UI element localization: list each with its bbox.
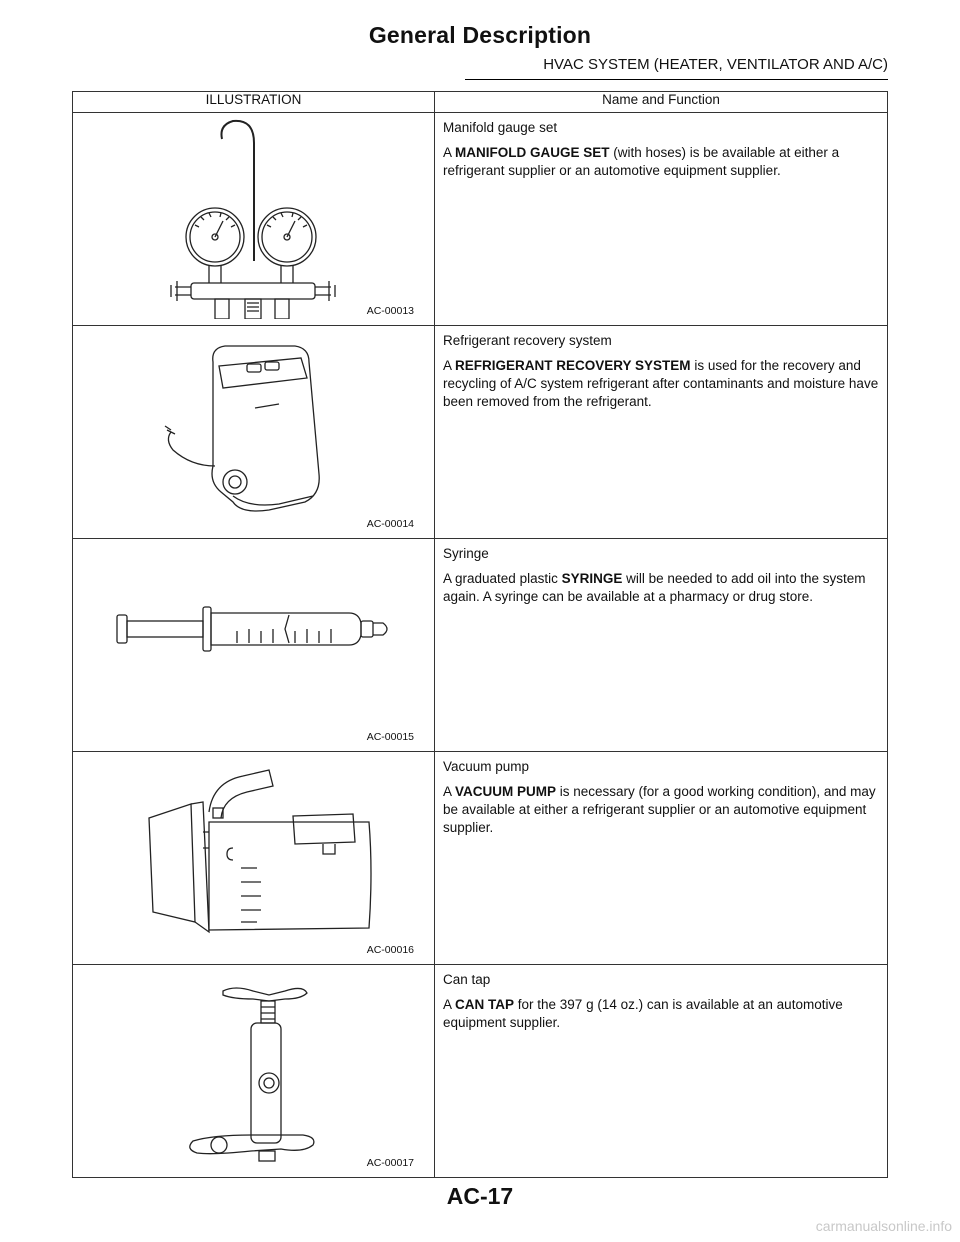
description-cell — [435, 539, 888, 752]
watermark-link[interactable]: carmanualsonline.info — [815, 1218, 952, 1234]
item-name: Vacuum pump — [443, 759, 530, 774]
illustration-cell — [73, 965, 435, 1178]
column-header-illustration: ILLUSTRATION — [73, 92, 435, 113]
item-description: A REFRIGERANT RECOVERY SYSTEM is used for the recovery and recycling of A/C system refrigerant after contaminants and moisture have been removed from the refrigerant. — [443, 358, 879, 409]
item-keyword: SYRINGE — [561, 571, 623, 586]
table-row — [73, 752, 888, 965]
illustration-cell — [73, 539, 435, 752]
table-row — [73, 539, 888, 752]
item-name: Syringe — [443, 546, 489, 561]
item-description: A VACUUM PUMP is necessary (for a good working condition), and may be available at either a refrigerant supplier or an automotive equipment supplier. — [443, 784, 876, 835]
figure-code: AC-00017 — [366, 1157, 414, 1169]
item-description: A CAN TAP for the 397 g (14 oz.) can is available at an automotive equipment supplier. — [443, 997, 843, 1030]
item-description: A graduated plastic SYRINGE will be needed to add oil into the system again. A syringe can be available at a pharmacy or drug store. — [443, 571, 866, 604]
manifold-gauge-set-icon — [73, 113, 435, 319]
item-keyword: REFRIGERANT RECOVERY SYSTEM — [455, 358, 691, 373]
item-keyword: VACUUM PUMP — [455, 784, 557, 799]
figure-code: AC-00015 — [366, 731, 414, 743]
description-cell — [435, 965, 888, 1178]
item-name: Manifold gauge set — [443, 120, 558, 135]
item-name: Refrigerant recovery system — [443, 333, 612, 348]
page-number: AC-17 — [446, 1183, 514, 1209]
illustration-cell — [73, 113, 435, 326]
illustration-cell — [73, 326, 435, 539]
table-row — [73, 326, 888, 539]
table-header-row — [73, 92, 888, 113]
item-keyword: MANIFOLD GAUGE SET — [455, 145, 610, 160]
table-row — [73, 965, 888, 1178]
can-tap-icon — [73, 965, 435, 1171]
vacuum-pump-icon — [73, 752, 435, 958]
figure-code: AC-00014 — [366, 518, 414, 530]
syringe-icon — [73, 539, 435, 745]
item-name: Can tap — [443, 972, 491, 987]
table-row — [73, 113, 888, 326]
description-cell — [435, 752, 888, 965]
illustration-cell — [73, 752, 435, 965]
item-keyword: CAN TAP — [455, 997, 515, 1012]
section-subtitle: HVAC SYSTEM (HEATER, VENTILATOR AND A/C) — [543, 56, 888, 73]
column-header-name-function: Name and Function — [435, 92, 888, 113]
item-description: A MANIFOLD GAUGE SET (with hoses) is be available at either a refrigerant supplier or an automotive equipment supplier. — [443, 145, 840, 178]
figure-code: AC-00013 — [366, 305, 414, 317]
figure-code: AC-00016 — [366, 944, 414, 956]
description-cell — [435, 326, 888, 539]
tools-table — [72, 91, 888, 1178]
page-title: General Description — [368, 22, 592, 48]
header-divider — [465, 79, 888, 80]
description-cell — [435, 113, 888, 326]
recovery-system-icon — [73, 326, 435, 532]
